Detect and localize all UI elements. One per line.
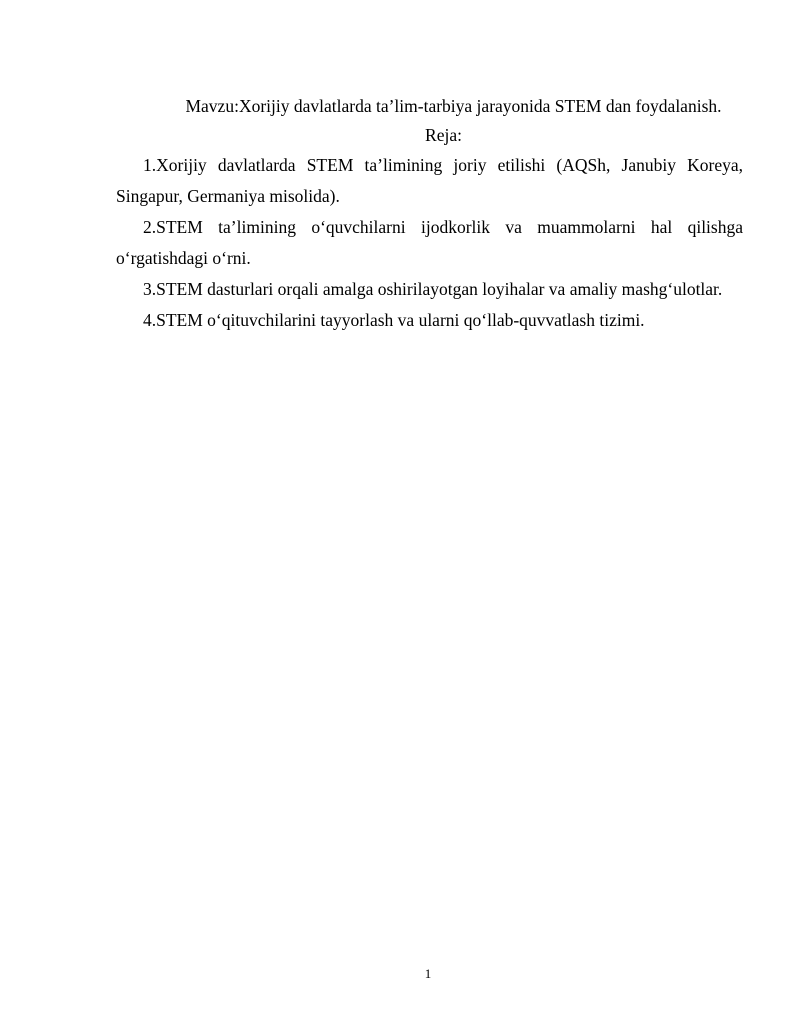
document-title: Mavzu:Xorijiy davlatlarda ta’lim-tarbiya jarayonida STEM dan foydalanish.: [185, 96, 722, 116]
plan-heading: Reja:: [425, 125, 462, 145]
plan-item-3: 3.STEM dasturlari orqali amalga oshirilayotgan loyihalar va amaliy mashg‘ulotlar.: [143, 279, 723, 299]
plan-list: [116, 150, 743, 336]
plan-item-4: 4.STEM o‘qituvchilarini tayyorlash va ularni qo‘llab-quvvatlash tizimi.: [143, 310, 645, 330]
page-content: [116, 92, 743, 336]
plan-item-1: 1.Xorijiy davlatlarda STEM ta’limining joriy etilishi (AQSh, Janubiy Koreya, Singapur, Germaniya misolida).: [116, 155, 743, 206]
plan-item-2: 2.STEM ta’limining o‘quvchilarni ijodkorlik va muammolarni hal qilishga o‘rgatishdagi o‘rni.: [116, 217, 743, 268]
page-number: 1: [424, 966, 432, 981]
